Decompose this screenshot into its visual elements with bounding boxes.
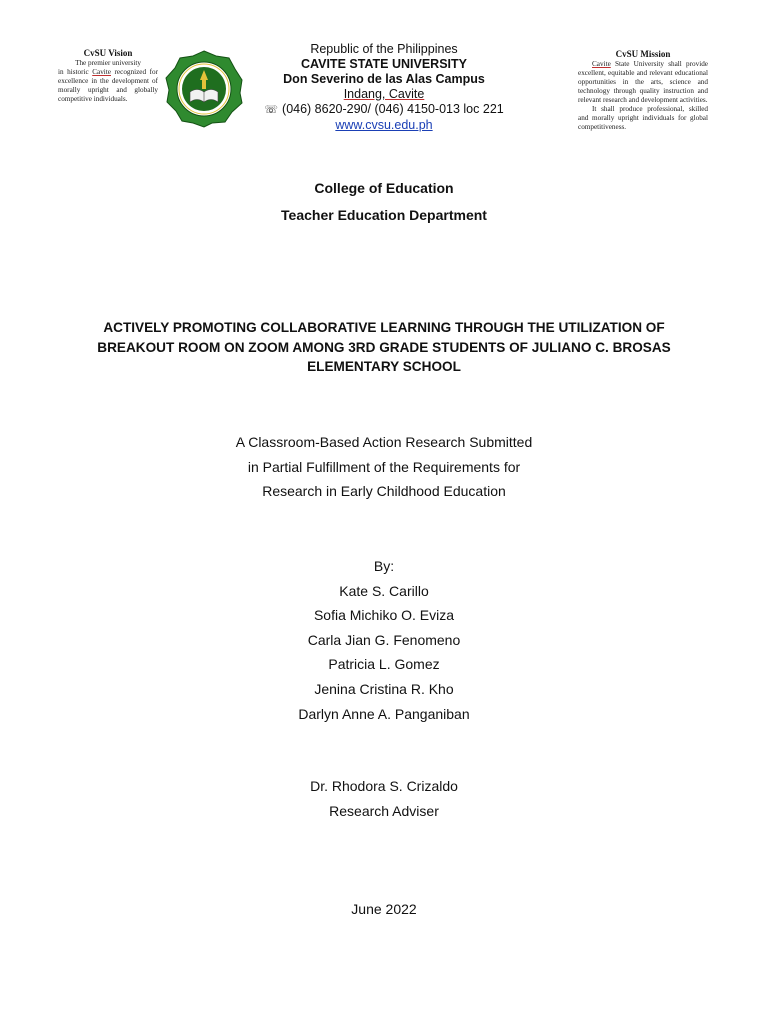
header-block (250, 42, 518, 133)
vision-text-before: in historic (58, 68, 93, 76)
submission-line: A Classroom-Based Action Research Submitted (235, 434, 533, 450)
vision-line1: The premier university (75, 59, 141, 67)
submission-statement (0, 430, 768, 504)
cvsu-seal-logo (165, 50, 243, 128)
adviser-role: Research Adviser (329, 802, 439, 819)
research-title (64, 318, 704, 377)
by-label: By: (373, 558, 395, 574)
vision-block (58, 48, 158, 104)
author-name: Kate S. Carillo (339, 582, 429, 599)
mission-para2: It shall produce professional, skilled and morally upright individuals for global competitiveness. (578, 105, 708, 131)
mission-para1: State University shall provide excellent, equitable and relevant educational opportunities in the arts, science and technology through quality instruction and relevant research and development activities. (578, 60, 708, 104)
header-website-link[interactable]: www.cvsu.edu.ph (335, 118, 433, 132)
mission-block (578, 49, 708, 132)
header-phone: (046) 8620-290/ (046) 4150-013 loc 221 (282, 102, 504, 116)
header-republic: Republic of the Philippines (310, 42, 458, 56)
title-line: ACTIVELY PROMOTING COLLABORATIVE LEARNING THROUGH THE UTILIZATION OF (103, 320, 665, 335)
submission-date: June 2022 (351, 901, 417, 917)
phone-icon: ☏ (264, 104, 279, 116)
title-line: BREAKOUT ROOM ON ZOOM AMONG 3RD GRADE STUDENTS OF JULIANO C. BROSAS (97, 339, 671, 355)
submission-line: in Partial Fulfillment of the Requirements for (247, 458, 521, 475)
header-campus: Don Severino de las Alas Campus (283, 72, 485, 86)
authors-block (0, 554, 768, 726)
vision-title: CvSU Vision (83, 48, 133, 58)
header-phone-line (250, 102, 518, 118)
author-name: Carla Jian G. Fenomeno (307, 631, 461, 648)
submission-line: Research in Early Childhood Education (262, 483, 506, 500)
mission-text (578, 60, 708, 132)
author-name: Jenina Cristina R. Kho (314, 680, 454, 697)
college-block (0, 175, 768, 229)
header-location: Indang, Cavite (343, 87, 425, 101)
title-line: ELEMENTARY SCHOOL (307, 359, 461, 374)
department-name: Teacher Education Department (281, 207, 487, 223)
mission-cavite: Cavite (592, 60, 611, 68)
author-name: Patricia L. Gomez (328, 656, 440, 673)
adviser-name: Dr. Rhodora S. Crizaldo (310, 778, 458, 794)
college-name: College of Education (314, 180, 454, 196)
vision-text-after: recognized for excellence in the development of morally upright and globally competitive individuals. (58, 68, 158, 103)
author-name: Darlyn Anne A. Panganiban (298, 705, 470, 722)
header-university: CAVITE STATE UNIVERSITY (301, 57, 467, 71)
vision-text (58, 59, 158, 104)
vision-cavite: Cavite (92, 68, 111, 76)
mission-title: CvSU Mission (615, 49, 671, 59)
adviser-block (0, 774, 768, 823)
author-name: Sofia Michiko O. Eviza (313, 607, 455, 624)
